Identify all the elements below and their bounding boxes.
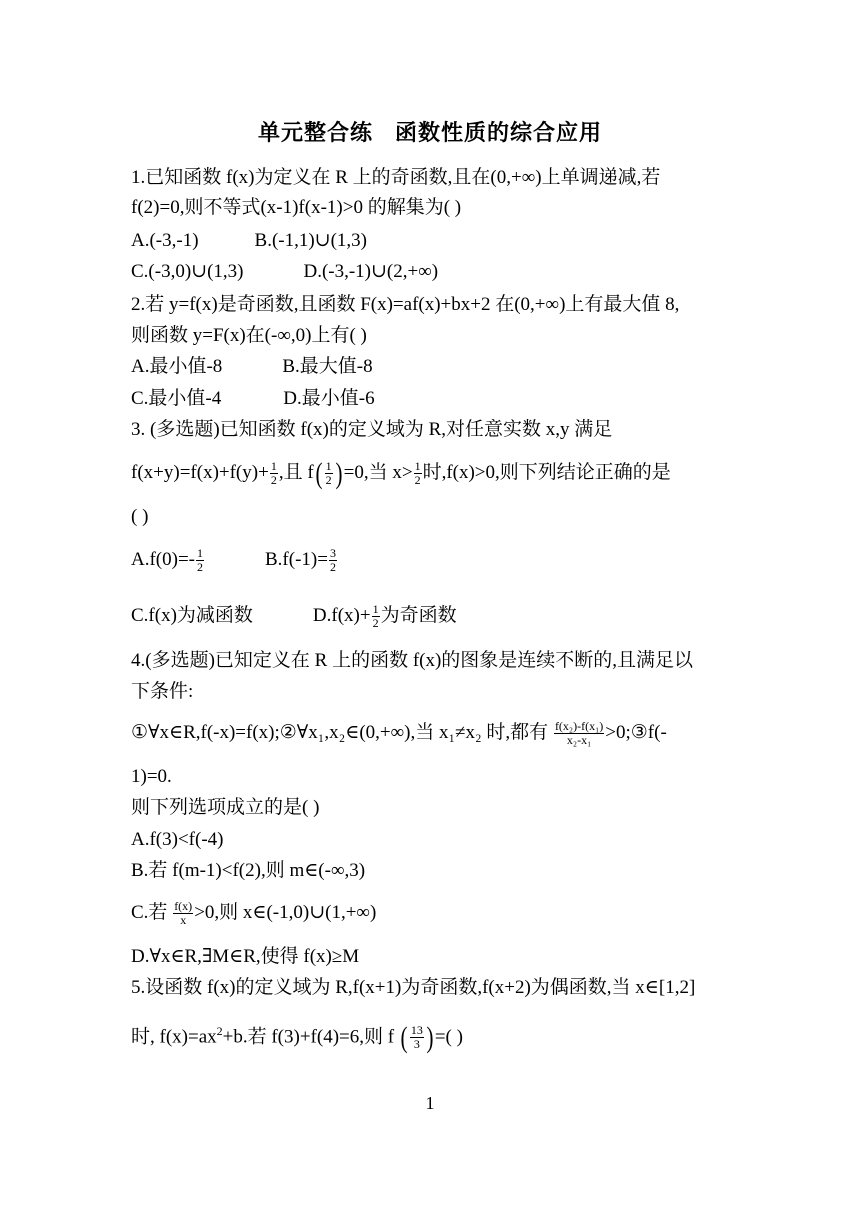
q3-line3: ( ) — [131, 506, 149, 527]
frac-den: x — [180, 913, 187, 928]
q2-option-a: A.最小值-8 — [131, 356, 223, 377]
q3-option-b-frac — [329, 547, 337, 574]
q3-options-ab — [131, 547, 338, 574]
frac-num: 3 — [329, 546, 336, 561]
right-paren: ) — [335, 456, 343, 490]
q1-line2: f(2)=0,则不等式(x-1)f(x-1)>0 的解集为( ) — [131, 197, 462, 218]
q4-difference-quotient — [554, 720, 604, 747]
q2-line2: 则函数 y=F(x)在(-∞,0)上有( ) — [131, 325, 367, 346]
frac-den: 2 — [414, 473, 421, 488]
q4-option-c-suffix: >0,则 x∈(-1,0)∪(1,+∞) — [194, 902, 377, 923]
q3-option-a: A.f(0)=- — [131, 549, 195, 570]
q3-text-b: ,且 f — [278, 462, 314, 483]
frac-den: 2 — [372, 616, 379, 631]
q1-option-d: D.(-3,-1)∪(2,+∞) — [303, 261, 439, 282]
q3-option-c: C.f(x)为减函数 — [131, 605, 253, 626]
q5-text-a: 时, f(x)=ax — [131, 1026, 217, 1048]
q3-option-a-frac — [196, 547, 204, 574]
q3-line1: 3. (多选题)已知函数 f(x)的定义域为 R,对任意实数 x,y 满足 — [131, 419, 613, 440]
q1-line1: 1.已知函数 f(x)为定义在 R 上的奇函数,且在(0,+∞)上单调递减,若 — [131, 167, 661, 188]
q1-option-b: B.(-1,1)∪(1,3) — [254, 230, 368, 251]
q1-options-cd — [131, 259, 438, 285]
left-paren: ( — [315, 456, 323, 490]
frac-den: 2 — [270, 473, 277, 488]
q4-option-c — [131, 900, 376, 927]
q3-text-a: f(x+y)=f(x)+f(y)+ — [131, 462, 269, 483]
q3-option-d: D.f(x)+ — [312, 605, 371, 626]
q1-options-ab — [131, 228, 367, 254]
q4-line4: 1)=0. — [131, 766, 172, 787]
q3-frac-half-2 — [325, 460, 333, 487]
frac-num: f(x) — [174, 899, 193, 914]
frac-den: 2 — [197, 560, 203, 575]
q5-line2 — [131, 1018, 463, 1054]
title-right: 函数性质的综合应用 — [395, 121, 603, 146]
right-paren: ) — [426, 1020, 434, 1054]
left-paren: ( — [400, 1020, 408, 1054]
q3-frac-half-1 — [270, 460, 278, 487]
q5-text-b: +b.若 f(3)+f(4)=6,则 f — [222, 1026, 399, 1048]
q3-text-d: 时,f(x)>0,则下列结论正确的是 — [422, 462, 671, 483]
q4-option-c-frac — [173, 900, 193, 927]
frac-num: 13 — [410, 1023, 423, 1038]
q4-line5: 则下列选项成立的是( ) — [131, 797, 320, 818]
q5-frac — [410, 1024, 424, 1051]
q3-text-c: =0,当 x> — [343, 462, 413, 483]
q3-frac-half-3 — [414, 460, 422, 487]
q3-option-d-frac — [372, 603, 380, 630]
frac-den: 2 — [325, 473, 332, 488]
q5-line1: 5.设函数 f(x)的定义域为 R,f(x+1)为奇函数,f(x+2)为偶函数,当 x∈[1,2] — [131, 977, 696, 998]
q4-option-a: A.f(3)<f(-4) — [131, 829, 224, 850]
q1-option-c: C.(-3,0)∪(1,3) — [131, 261, 244, 282]
q2-line1: 2.若 y=f(x)是奇函数,且函数 F(x)=af(x)+bx+2 在(0,+∞)上有最大值 8, — [131, 294, 680, 315]
q4-line3 — [131, 720, 667, 747]
q5-exponent: 2 — [216, 1024, 223, 1038]
q3-option-d-suffix: 为奇函数 — [380, 605, 457, 626]
q1-option-a: A.(-3,-1) — [131, 230, 199, 251]
q4-line1: 4.(多选题)已知定义在 R 上的函数 f(x)的图象是连续不断的,且满足以 — [131, 650, 694, 671]
frac-num: 1 — [325, 459, 332, 474]
q3-line2 — [131, 456, 671, 490]
q4-option-c-prefix: C.若 — [131, 902, 173, 923]
q4-option-d: D.∀x∈R,∃M∈R,使得 f(x)≥M — [131, 946, 360, 967]
q3-options-cd — [131, 603, 457, 630]
frac-num: 1 — [414, 459, 421, 474]
frac-num: 1 — [372, 602, 379, 617]
frac-num: 1 — [197, 546, 203, 561]
q2-option-d: D.最小值-6 — [283, 388, 375, 409]
q2-option-c: C.最小值-4 — [131, 388, 222, 409]
q2-options-ab — [131, 354, 373, 380]
frac-den: 3 — [413, 1037, 420, 1052]
q3-option-b: B.f(-1)= — [265, 549, 328, 570]
frac-den: x₂-x₁ — [566, 733, 592, 748]
q2-options-cd — [131, 386, 375, 412]
page-number: 1 — [425, 1093, 435, 1113]
q5-text-c: =( ) — [434, 1026, 463, 1048]
page-title — [0, 116, 860, 147]
q4-text-b: >0;③f(- — [605, 722, 667, 743]
q2-option-b: B.最大值-8 — [282, 356, 373, 377]
frac-den: 2 — [329, 560, 336, 575]
frac-num: f(x₂)-f(x₁) — [554, 719, 604, 734]
title-left: 单元整合练 — [257, 121, 373, 146]
frac-num: 1 — [270, 459, 277, 474]
q4-option-b: B.若 f(m-1)<f(2),则 m∈(-∞,3) — [131, 860, 366, 881]
q4-text-a: ①∀x∈R,f(-x)=f(x);②∀x₁,x₂∈(0,+∞),当 x₁≠x₂ 时,都有 — [131, 722, 553, 743]
q4-line2: 下条件: — [131, 681, 194, 702]
